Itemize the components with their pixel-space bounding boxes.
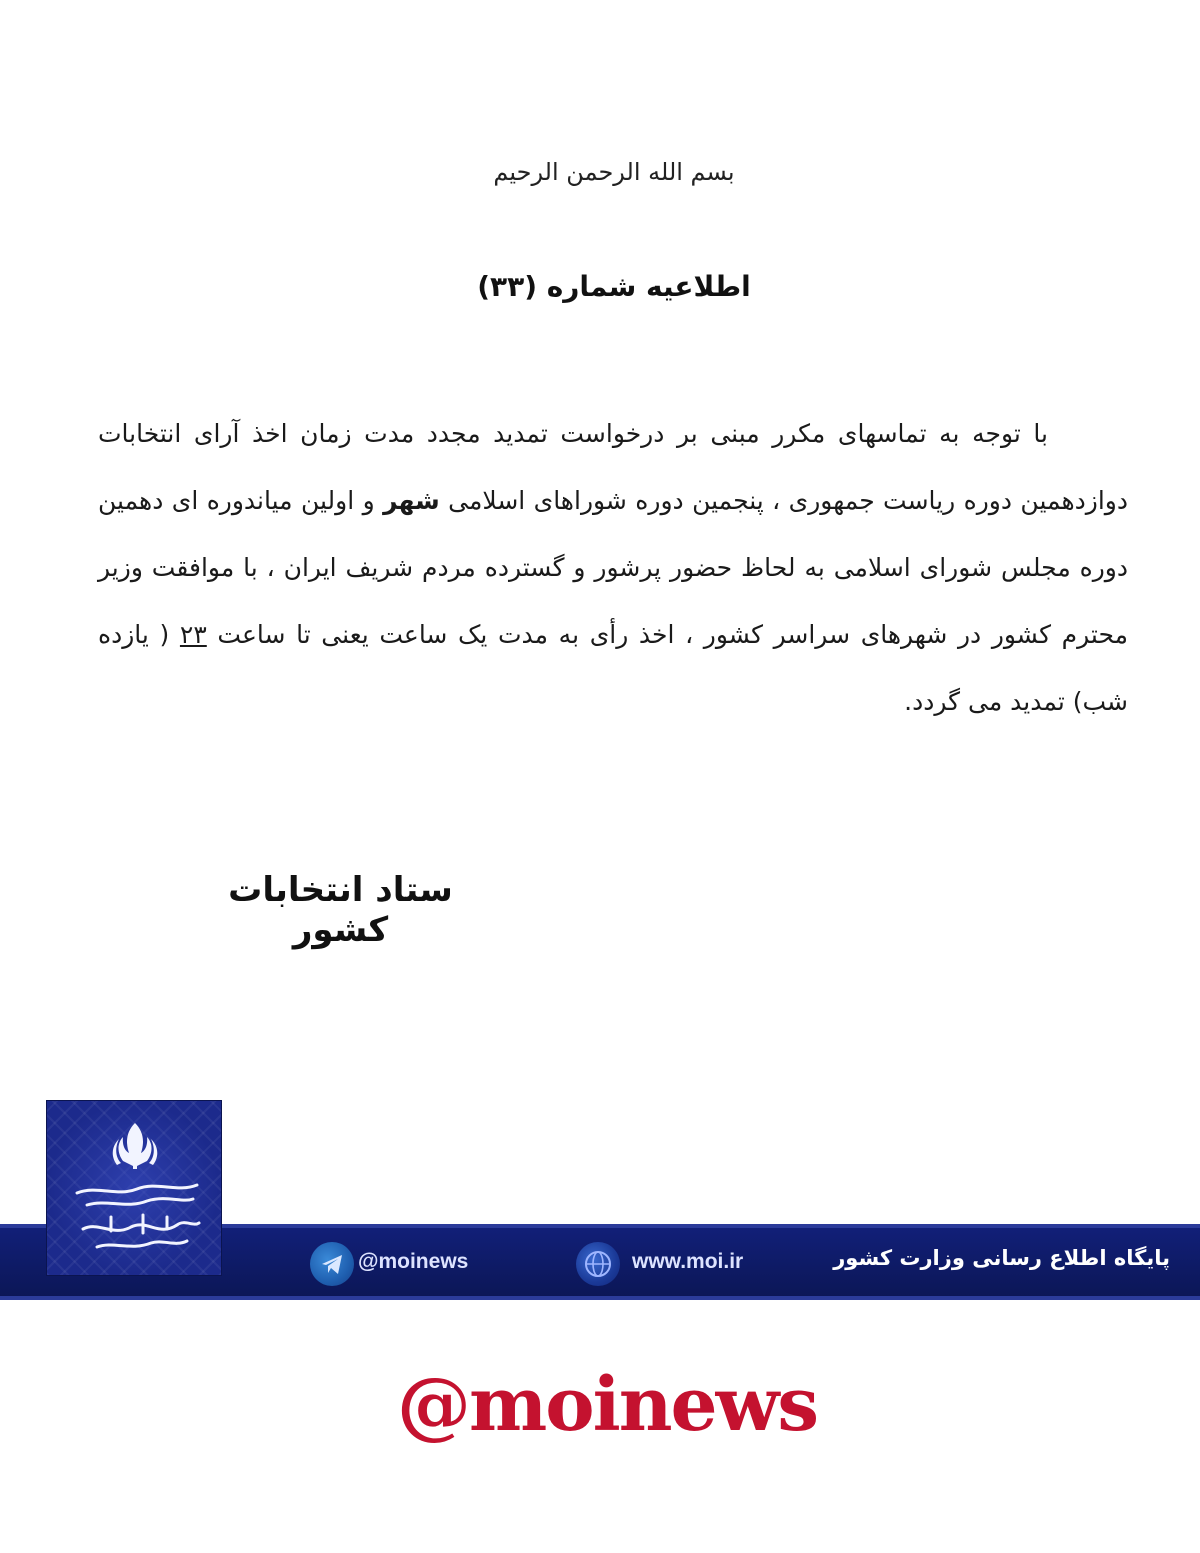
- notice-body: [98, 400, 1128, 735]
- globe-icon: [576, 1242, 620, 1286]
- body-part-2: و اولین میاندوره ای دهمین دوره مجلس شورای اسلامی به لحاظ حضور پرشور و گسترده مردم شریف ایران ، با موافقت وزیر محترم کشور در شهرهای سراسر کشور ، اخذ رأی به مدت یک ساعت یعنی تا ساعت: [98, 486, 1128, 649]
- watermark-handle: @moinews: [396, 1362, 817, 1448]
- website-link[interactable]: www.moi.ir: [632, 1250, 744, 1273]
- footer-bottom-stripe: [0, 1296, 1200, 1300]
- ministry-logo-icon: [47, 1101, 223, 1277]
- body-part-3: ( یازده شب) تمدید می گردد.: [98, 620, 1128, 716]
- telegram-handle[interactable]: @moinews: [358, 1250, 469, 1273]
- body-hour: ۲۳: [179, 620, 207, 649]
- portal-label: پایگاه اطلاع رسانی وزارت کشور: [833, 1246, 1170, 1270]
- body-part-1: با توجه به تماسهای مکرر مبنی بر درخواست تمدید مجدد مدت زمان اخذ آرای انتخابات دوازدهمین دوره ریاست جمهوری ، پنجمین دوره شوراهای اسلامی: [98, 419, 1128, 515]
- signature: ستاد انتخابات کشور: [228, 870, 453, 950]
- ministry-emblem: [46, 1100, 222, 1276]
- bismillah-heading: بسم الله الرحمن الرحيم: [493, 158, 735, 186]
- notice-title: اطلاعيه شماره (۳۳): [477, 270, 751, 303]
- body-highlight-word: شهر: [383, 486, 440, 515]
- telegram-icon: [310, 1242, 354, 1286]
